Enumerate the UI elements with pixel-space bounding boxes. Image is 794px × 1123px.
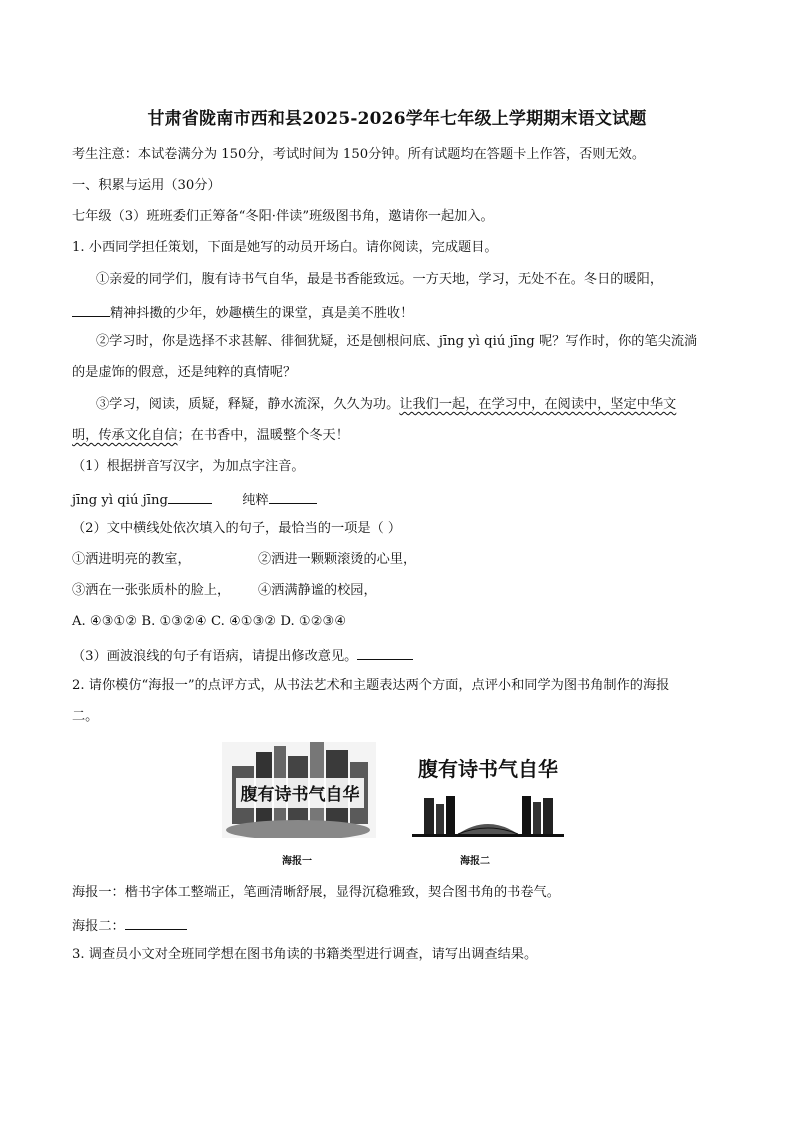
option-4: ④洒满静谧的校园， <box>258 583 377 598</box>
poster-one-image <box>222 742 376 838</box>
poster-one-caption: 海报一 <box>282 856 312 867</box>
exam-notice: 考生注意：本试卷满分为 150分，考试时间为 150分钟。所有试题均在答题卡上作答，否则无效。 <box>72 147 646 162</box>
wavy-sentence-part2: 明，传承文化自信 <box>72 428 178 443</box>
question-3-stem: 3. 调查员小文对全班同学想在图书角读的书籍类型进行调查，请写出调查结果。 <box>72 947 538 962</box>
options-row-1 <box>72 551 416 569</box>
passage-p2-line1: ②学习时，你是选择不求甚解、徘徊犹疑，还是刨根问底、jīng yì qiú jīng 呢？写作时，你的笔尖流淌 <box>96 334 698 349</box>
answer-blank <box>168 489 212 504</box>
sub-question-2: （2）文中横线处依次填入的句子，最恰当的一项是（ ） <box>72 521 402 536</box>
poster-two-review: 海报二： <box>72 915 187 936</box>
page-title: 甘肃省陇南市西和县2025-2026学年七年级上学期期末语文试题 <box>147 109 647 129</box>
passage-p3-line2: 明，传承文化自信；在书香中，温暖整个冬天！ <box>72 428 349 443</box>
fill-blank <box>72 302 110 317</box>
passage-p2-line2: 的是虚饰的假意，还是纯粹的真情呢？ <box>72 365 297 380</box>
section-heading: 一、积累与运用（30分） <box>72 178 221 193</box>
poster-two-title: 腹有诗书气自华 <box>418 757 558 781</box>
answer-blank <box>125 915 187 930</box>
passage-p1-line2: 精神抖擞的少年，妙趣横生的课堂，真是美不胜收！ <box>72 302 413 323</box>
answer-choices: A. ④③①② B. ①③②④ C. ④①③② D. ①②③④ <box>72 614 347 629</box>
poster-one-review: 海报一：楷书字体工整端正，笔画清晰舒展，显得沉稳雅致，契合图书角的书卷气。 <box>72 885 560 900</box>
sub-question-1: （1）根据拼音写汉字，为加点字注音。 <box>72 459 305 474</box>
poster-two-caption: 海报二 <box>460 856 490 867</box>
passage-p3-line1: ③学习，阅读，质疑，释疑，静水流深，久久为功。让我们一起，在学习中，在阅读中，坚定中华文 <box>96 397 677 412</box>
poster-two-image <box>404 742 572 838</box>
answer-blank <box>357 645 413 660</box>
option-2: ②洒进一颗颗滚烫的心里， <box>258 552 417 567</box>
sub-question-1-items: jīng yì qiú jīng 纯粹 <box>72 489 317 510</box>
option-3: ③洒在一张张质朴的脸上， <box>72 583 231 598</box>
question-2-stem-line2: 二。 <box>72 709 99 724</box>
wavy-sentence-part1: 让我们一起，在学习中，在阅读中，坚定中华文 <box>399 397 677 412</box>
poster-one-title: 腹有诗书气自华 <box>240 785 360 805</box>
answer-blank <box>269 489 317 504</box>
question-2-stem-line1: 2. 请你模仿“海报一”的点评方式，从书法艺术和主题表达两个方面，点评小和同学为图书角制作的海报 <box>72 678 670 693</box>
options-row-2 <box>72 582 377 600</box>
sub-question-3: （3）画波浪线的句子有语病，请提出修改意见。 <box>72 645 413 666</box>
intro-text: 七年级（3）班班委们正筹备“冬阳·伴读”班级图书角，邀请你一起加入。 <box>72 209 494 224</box>
option-1: ①洒进明亮的教室， <box>72 552 191 567</box>
question-1-stem: 1. 小西同学担任策划，下面是她写的动员开场白。请你阅读，完成题目。 <box>72 240 498 255</box>
passage-p1-line1: ①亲爱的同学们，腹有诗书气自华，最是书香能致远。一方天地，学习，无处不在。冬日的暖阳， <box>96 272 664 287</box>
